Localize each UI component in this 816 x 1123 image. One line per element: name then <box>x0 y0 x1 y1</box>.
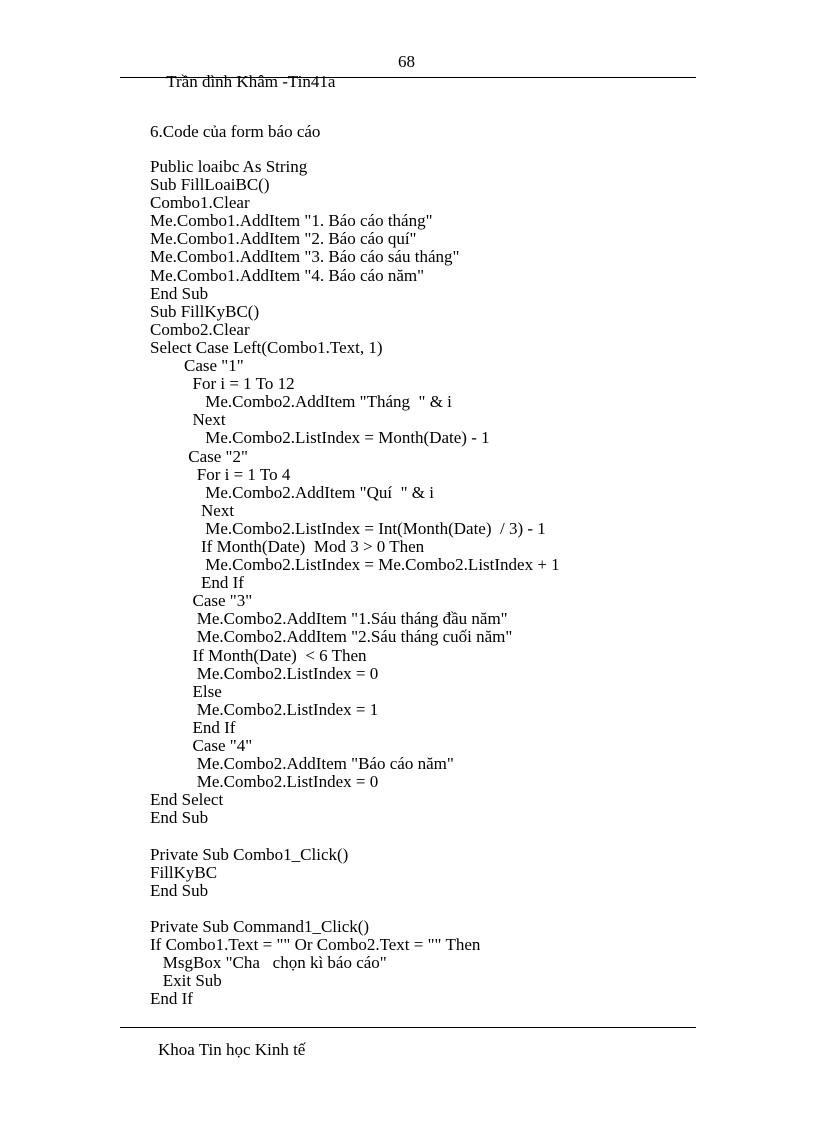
page-header <box>158 52 415 112</box>
code-line: Exit Sub <box>150 971 222 991</box>
code-line: Select Case Left(Combo1.Text, 1) <box>150 337 383 357</box>
code-line: If Month(Date) < 6 Then <box>150 645 367 665</box>
code-line: Sub FillKyBC() <box>150 301 260 321</box>
code-line: Me.Combo1.AddItem "3. Báo cáo sáu tháng" <box>150 247 460 267</box>
code-line: Me.Combo2.ListIndex = 0 <box>150 663 379 683</box>
code-line: Case "1" <box>150 356 244 376</box>
code-line: Me.Combo2.AddItem "Báo cáo năm" <box>150 754 454 774</box>
code-line: Me.Combo1.AddItem "2. Báo cáo quí" <box>150 229 417 249</box>
page-number: 68 <box>398 52 415 71</box>
code-line: Me.Combo2.AddItem "Tháng " & i <box>150 392 452 412</box>
code-line: Me.Combo2.ListIndex = Int(Month(Date) / 3) - 1 <box>150 518 546 538</box>
header-rule <box>120 77 696 78</box>
code-line: If Combo1.Text = "" Or Combo2.Text = "" Then <box>150 935 481 955</box>
code-line: Me.Combo2.ListIndex = 1 <box>150 699 379 719</box>
header-author: Trần đình Khâm -Tin41a <box>166 72 336 91</box>
code-line <box>150 827 560 845</box>
code-line: Me.Combo2.ListIndex = 0 <box>150 772 379 792</box>
code-line: For i = 1 To 12 <box>150 374 295 394</box>
page-footer: Khoa Tin học Kinh tế <box>158 1040 306 1059</box>
code-line: Public loaibc As String <box>150 157 308 176</box>
code-line: End If <box>150 989 193 1009</box>
code-line: End Sub <box>150 283 209 303</box>
code-line: Private Sub Command1_Click() <box>150 916 370 936</box>
code-line: FillKyBC <box>150 862 218 882</box>
code-line: Me.Combo2.AddItem "1.Sáu tháng đầu năm" <box>150 609 508 629</box>
code-line: End Sub <box>150 808 209 828</box>
code-line: Me.Combo1.AddItem "4. Báo cáo năm" <box>150 265 425 285</box>
code-line: Case "3" <box>150 591 253 611</box>
code-line: Me.Combo2.AddItem "2.Sáu tháng cuối năm" <box>150 627 513 647</box>
code-line: End Select <box>150 790 224 810</box>
code-line: Private Sub Combo1_Click() <box>150 844 349 864</box>
footer-rule <box>120 1027 696 1028</box>
code-line: If Month(Date) Mod 3 > 0 Then <box>150 536 425 556</box>
code-line: End Sub <box>150 880 209 900</box>
code-listing <box>150 158 560 1008</box>
code-line: Sub FillLoaiBC() <box>150 175 270 195</box>
code-line: End If <box>150 573 244 593</box>
code-line: Me.Combo1.AddItem "1. Báo cáo tháng" <box>150 211 433 231</box>
code-line: Me.Combo2.AddItem "Quí " & i <box>150 482 434 502</box>
code-line: Else <box>150 681 222 701</box>
code-line: Combo2.Clear <box>150 319 250 339</box>
code-line: Combo1.Clear <box>150 193 250 213</box>
code-line: Me.Combo2.ListIndex = Month(Date) - 1 <box>150 428 490 448</box>
code-line: Next <box>150 410 226 430</box>
code-line: For i = 1 To 4 <box>150 464 291 484</box>
code-line: Next <box>150 500 235 520</box>
code-line: Case "4" <box>150 736 253 755</box>
code-line: Case "2" <box>150 446 248 466</box>
code-line: End If <box>150 717 236 737</box>
code-line: MsgBox "Cha chọn kì báo cáo" <box>150 953 387 973</box>
code-line: Me.Combo2.ListIndex = Me.Combo2.ListIndex + 1 <box>150 555 560 575</box>
section-title: 6.Code của form báo cáo <box>150 122 321 141</box>
code-line <box>150 900 560 918</box>
